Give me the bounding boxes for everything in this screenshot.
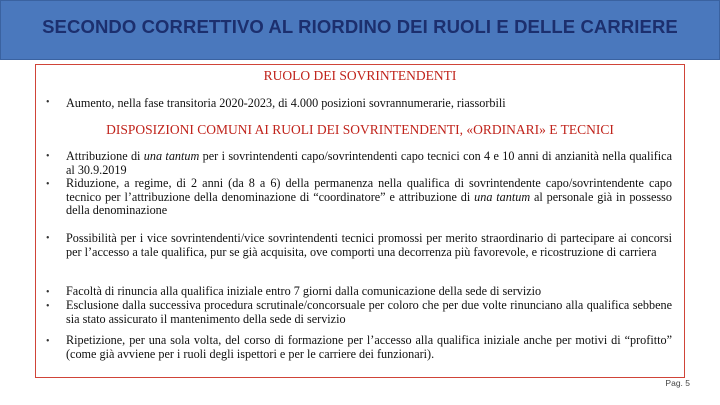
page-title: SECONDO CORRETTIVO AL RIORDINO DEI RUOLI E DELLE CARRIERE: [42, 16, 678, 37]
bullet-icon: •: [46, 287, 50, 298]
list-item: [66, 177, 672, 218]
item-text-em: una tantum: [143, 149, 200, 163]
list-item: Facoltà di rinuncia alla qualifica iniziale entro 7 giorni dalla comunicazione della sede di servizio: [66, 284, 542, 298]
section-title-sovrintendenti: RUOLO DEI SOVRINTENDENTI: [263, 68, 457, 83]
section-title-disposizioni: DISPOSIZIONI COMUNI AI RUOLI DEI SOVRINTENDENTI, «ORDINARI» E TECNICI: [106, 122, 614, 137]
item-text-post: per i sovrintendenti capo/sovrintendenti capo tecnici con 4 e 10 anni di anzianità nella qualifica al 30.9.2019: [66, 149, 672, 177]
bullet-icon: •: [46, 336, 50, 347]
bullet-icon: •: [46, 301, 50, 312]
list-item: [66, 150, 672, 177]
header-bar: [0, 0, 720, 60]
list-item: Esclusione dalla successiva procedura scrutinale/concorsuale per coloro che per due volte rinunciano alla qualifica sebbene sia stato assicurato il mantenimento della sede di servizio: [66, 298, 672, 326]
list-item: Possibilità per i vice sovrintendenti/vice sovrintendenti tecnici promossi per merito straordinario di partecipare ai concorsi per l’accesso a tale qualifica, pur se già acquisita, ove comporti una decorrenza più favorevole, e ricostruzione di carriera: [66, 231, 672, 259]
bullet-icon: •: [46, 97, 50, 108]
item-text-post: al personale già in possesso della denominazione: [66, 189, 672, 218]
item-text-em: una tantum: [474, 189, 531, 204]
item-text-pre: Riduzione, a regime, di 2 anni (da 8 a 6) della permanenza nella qualifica di sovrintendente capo/sovrintendente capo tecnico per l’attribuzione della denominazione di “coordinatore” e attribuzione di: [66, 176, 672, 204]
item-text-pre: Attribuzione di: [66, 149, 144, 163]
page-number: Pag. 5: [665, 378, 690, 388]
content-frame: [35, 64, 685, 378]
bullet-icon: •: [46, 179, 50, 190]
list-item: Ripetizione, per una sola volta, del corso di formazione per l’accesso alla qualifica iniziale anche per motivi di “profitto” (come già avviene per i ruoli degli ispettori e per le carriere dei funzionari).: [66, 333, 672, 361]
bullet-icon: •: [46, 151, 50, 162]
list-item: Aumento, nella fase transitoria 2020-2023, di 4.000 posizioni sovrannumerarie, riassorbili: [66, 96, 506, 110]
bullet-icon: •: [46, 233, 50, 244]
